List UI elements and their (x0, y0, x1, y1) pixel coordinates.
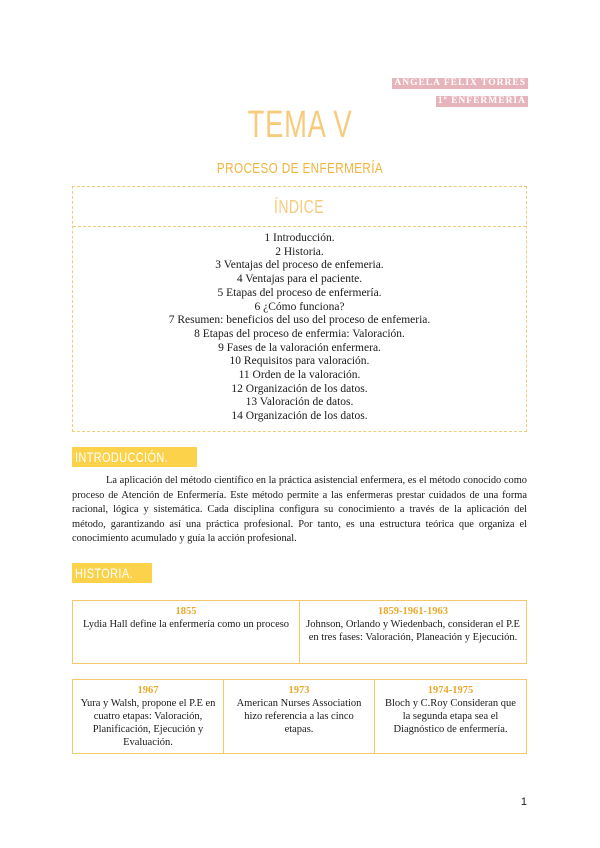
index-item: 11 Orden de la valoración. (238, 369, 361, 382)
introduccion-heading-text: INTRODUCCIÓN. (75, 449, 169, 465)
index-item: 9 Fases de la valoración enfermera. (218, 341, 381, 354)
introduccion-heading (72, 447, 197, 467)
page-title: TEMA V (247, 104, 353, 146)
timeline-desc: American Nurses Association hizo referencia a las cinco etapas. (236, 698, 362, 735)
timeline-cell (300, 601, 526, 663)
author-header (392, 72, 528, 108)
page-subtitle: PROCESO DE ENFERMERÍA (216, 160, 384, 177)
course-label: 1º ENFERMERÍA (437, 96, 526, 106)
index-title: ÍNDICE (274, 197, 325, 217)
timeline-year: 1974-1975 (427, 685, 474, 696)
index-box (72, 186, 527, 432)
timeline-year: 1973 (288, 685, 310, 696)
timeline-year: 1855 (175, 606, 197, 617)
index-item: 4 Ventajas para el paciente. (236, 273, 363, 286)
index-item: 5 Etapas del proceso de enfermería. (217, 286, 382, 299)
historia-heading (72, 563, 152, 583)
timeline-desc: Yura y Walsh, propone el P.E en cuatro etapas: Valoración, Planificación, Ejecución y Evaluación. (80, 698, 216, 748)
index-list (73, 227, 526, 424)
index-item: 1 Introducción. (264, 232, 335, 244)
timeline-cell (73, 680, 224, 753)
index-item: 8 Etapas del proceso de enfermia: Valoración. (194, 327, 405, 340)
timeline-desc: Lydia Hall define la enfermería como un proceso (82, 619, 290, 630)
index-item: 6 ¿Cómo funciona? (254, 300, 345, 313)
introduccion-paragraph: La aplicación del método científico en la práctica asistencial enfermera, es el método conocido como proceso de Atención de Enfermería. Este método permite a las enfermeras prestar cuidados de una forma racional, lógica y sistemática. Cada disciplina configura su conocimiento a través de la aplicación del método, garantizando así una práctica profesional. Por tanto, es una estructura teórica que organiza el conocimiento acumulado y guía la acción profesional. (72, 475, 527, 545)
page-number: 1 (520, 796, 527, 808)
timeline-year: 1967 (137, 685, 159, 696)
author-name: ÁNGELA FÉLIX TORRES (394, 78, 526, 88)
timeline-cell (375, 680, 526, 753)
timeline-row-1 (72, 600, 527, 664)
index-item: 7 Resumen: beneficios del uso del proceso de enfemeria. (168, 314, 431, 327)
index-item: 12 Organización de los datos. (231, 382, 368, 395)
timeline-desc: Bloch y C.Roy Consideran que la segunda etapa sea el Diagnóstico de enfermería. (385, 698, 516, 735)
index-item: 2 Historia. (275, 245, 324, 258)
index-item: 13 Valoración de datos. (245, 396, 354, 409)
timeline-cell (73, 601, 300, 663)
timeline-year: 1859-1961-1963 (378, 606, 448, 617)
timeline-desc: Johnson, Orlando y Wiedenbach, consideran el P.E en tres fases: Valoración, Planeación y Ejecución. (306, 619, 520, 643)
index-item: 3 Ventajas del proceso de enfemeria. (215, 259, 384, 272)
index-item: 14 Organización de los datos. (231, 410, 368, 423)
index-item: 10 Requisitos para valoración. (229, 355, 370, 368)
historia-heading-text: HISTORIA. (75, 565, 133, 581)
index-title-row (73, 187, 526, 227)
timeline-cell (224, 680, 375, 753)
timeline-row-2 (72, 679, 527, 754)
